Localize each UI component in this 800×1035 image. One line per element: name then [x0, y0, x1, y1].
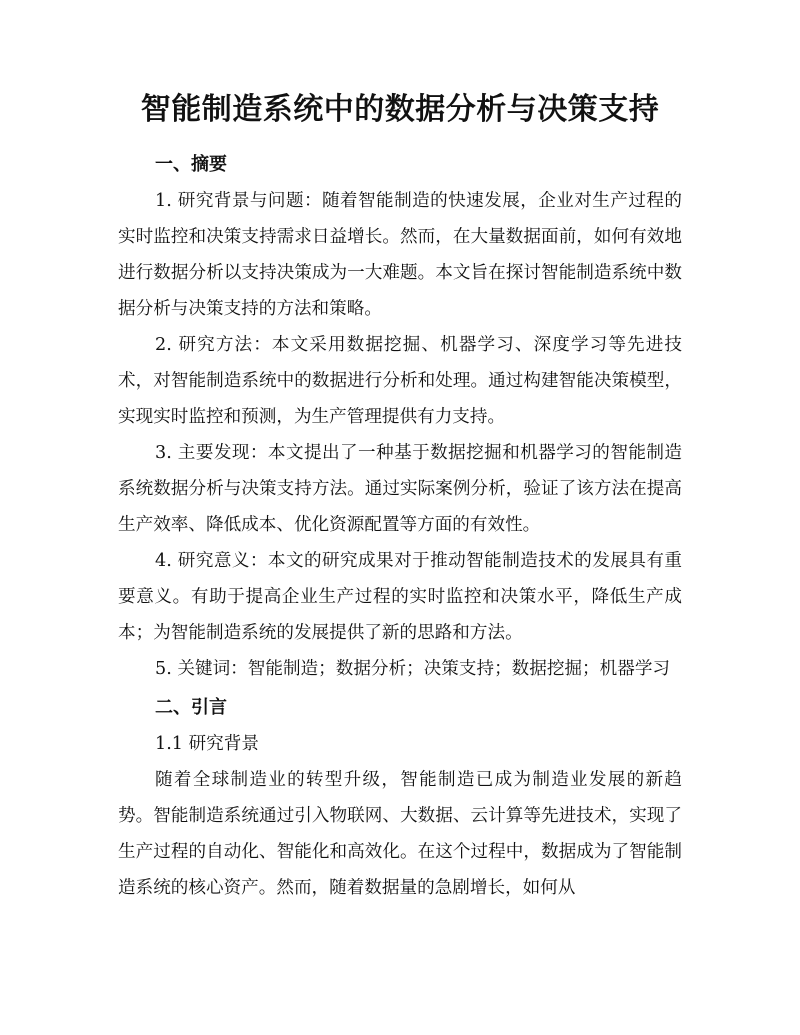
section-introduction	[118, 689, 682, 906]
paragraph: 随着全球制造业的转型升级，智能制造已成为制造业发展的新趋势。智能制造系统通过引入物联网、大数据、云计算等先进技术，实现了生产过程的自动化、智能化和高效化。在这个过程中，数据成为了智能制造系统的核心资产。然而，随着数据量的急剧增长，如何从	[118, 770, 682, 898]
subsection-heading: 1.1 研究背景	[155, 734, 259, 754]
paragraph: 1. 研究背景与问题：随着智能制造的快速发展，企业对生产过程的实时监控和决策支持需求日益增长。然而，在大量数据面前，如何有效地进行数据分析以支持决策成为一大难题。本文旨在探讨智能制造系统中数据分析与决策支持的方法和策略。	[118, 191, 682, 319]
section-abstract	[118, 146, 682, 687]
document-body	[118, 146, 682, 906]
paragraph: 4. 研究意义：本文的研究成果对于推动智能制造技术的发展具有重要意义。有助于提高企业生产过程的实时监控和决策水平，降低生产成本；为智能制造系统的发展提供了新的思路和方法。	[118, 551, 682, 643]
document-title: 智能制造系统中的数据分析与决策支持	[140, 92, 660, 127]
section-heading-abstract: 一、摘要	[155, 154, 227, 175]
section-heading-introduction: 二、引言	[155, 697, 227, 718]
paragraph: 2. 研究方法：本文采用数据挖掘、机器学习、深度学习等先进技术，对智能制造系统中的数据进行分析和处理。通过构建智能决策模型，实现实时监控和预测，为生产管理提供有力支持。	[118, 335, 682, 427]
paragraph: 3. 主要发现：本文提出了一种基于数据挖掘和机器学习的智能制造系统数据分析与决策支持方法。通过实际案例分析，验证了该方法在提高生产效率、降低成本、优化资源配置等方面的有效性。	[118, 443, 682, 535]
paragraph-keywords: 5. 关键词：智能制造；数据分析；决策支持；数据挖掘；机器学习	[155, 659, 671, 679]
